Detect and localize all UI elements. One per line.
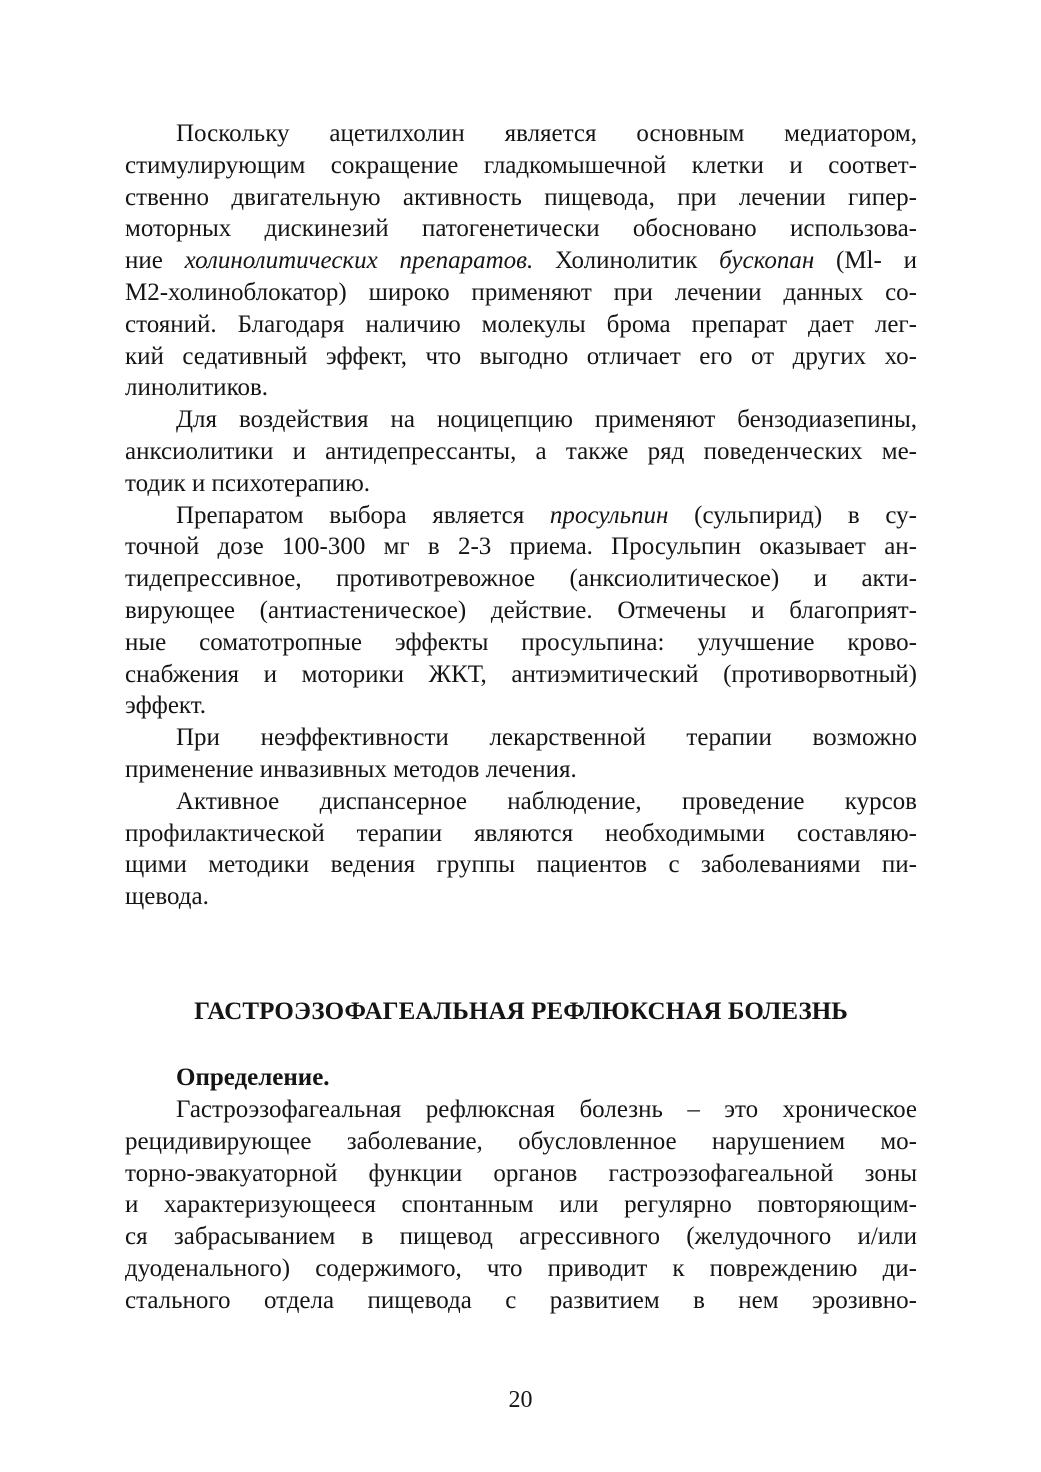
text-line: дуоденального) содержимого, что приводит к повреждению ди-	[125, 1254, 917, 1282]
text-line: Активное диспансерное наблюдение, проведение курсов	[176, 787, 917, 815]
text-line: Поскольку ацетилхолин является основным медиатором,	[176, 120, 917, 147]
text-line: моторных дискинезий патогенетически обосновано использова-	[125, 215, 917, 243]
text-line: М2-холиноблокатор) широко применяют при лечении данных со-	[125, 278, 917, 306]
text-line: тидепрессивное, противотревожное (анксиолитическое) и акти-	[125, 565, 917, 593]
text-fragment: Холинолитик	[533, 247, 720, 275]
paragraph-prosulpin	[125, 500, 917, 723]
text-line	[125, 245, 917, 277]
text-fragment: ние	[125, 247, 185, 275]
italic-term: бускопан	[719, 247, 815, 275]
text-line: торно-эвакуаторной функции органов гастроэзофагеальной зоны	[125, 1159, 917, 1187]
text-line: щевода.	[125, 883, 209, 911]
text-line: При неэффективности лекарственной терапии возможно	[176, 724, 917, 752]
text-line: применение инвазивных методов лечения.	[125, 755, 577, 783]
definition-subheading: Определение.	[176, 1064, 330, 1091]
italic-term: холинолитических препаратов.	[184, 247, 534, 275]
text-line: Гастроэзофагеальная рефлюксная болезнь – это хроническое	[176, 1096, 917, 1123]
text-line: ные соматотропные эффекты просульпина: улучшение крово-	[125, 628, 917, 656]
text-line: эффект.	[125, 692, 207, 720]
text-line: рецидивирующее заболевание, обусловленное нарушением мо-	[125, 1127, 917, 1155]
text-line: точной дозе 100-300 мг в 2-3 приема. Просульпин оказывает ан-	[125, 533, 917, 561]
text-line: стояний. Благодаря наличию молекулы брома препарат дает лег-	[125, 310, 917, 338]
paragraph-invasive	[125, 722, 917, 786]
page-body	[125, 118, 917, 1314]
italic-term: просульпин	[549, 501, 669, 529]
paragraph-anticholinergics	[125, 118, 917, 404]
text-line: Для воздействия на ноцицепцию применяют бензодиазепины,	[176, 406, 917, 434]
section-heading: ГАСТРОЭЗОФАГЕАЛЬНАЯ РЕФЛЮКСНАЯ БОЛЕЗНЬ	[194, 998, 848, 1025]
text-line: стального отдела пищевода с развитием в нем эрозивно-	[125, 1286, 917, 1314]
text-line: ственно двигательную активность пищевода, при лечении гипер-	[125, 183, 917, 211]
paragraph-dispensary	[125, 786, 917, 913]
text-fragment: (Ml- и	[814, 247, 917, 275]
page-number: 20	[508, 1387, 533, 1413]
paragraph-gerd-definition	[125, 1094, 917, 1317]
text-line: кий седативный эффект, что выгодно отличает его от других хо-	[125, 342, 917, 370]
text-line: и характеризующееся спонтанным или регулярно повторяющим-	[125, 1191, 917, 1219]
text-fragment: (сульпирид) в су-	[668, 501, 917, 529]
text-line	[125, 500, 917, 532]
text-line: анксиолитики и антидепрессанты, а также ряд поведенческих ме-	[125, 437, 917, 465]
text-line: тодик и психотерапию.	[125, 469, 371, 497]
text-line: снабжения и моторики ЖКТ, антиэмитический (противорвотный)	[125, 660, 917, 688]
text-line: стимулирующим сокращение гладкомышечной клетки и соответ-	[125, 151, 917, 179]
text-line: ся забрасыванием в пищевод агрессивного (желудочного и/или	[125, 1223, 917, 1251]
paragraph-nociception	[125, 404, 917, 499]
text-line: профилактической терапии являются необходимыми составляю-	[125, 819, 917, 847]
text-fragment: Препаратом выбора является	[176, 501, 550, 529]
text-line: щими методики ведения группы пациентов с заболеваниями пи-	[125, 851, 917, 879]
text-line: вирующее (антиастеническое) действие. Отмечены и благоприят-	[125, 596, 917, 624]
text-line: линолитиков.	[125, 374, 268, 402]
